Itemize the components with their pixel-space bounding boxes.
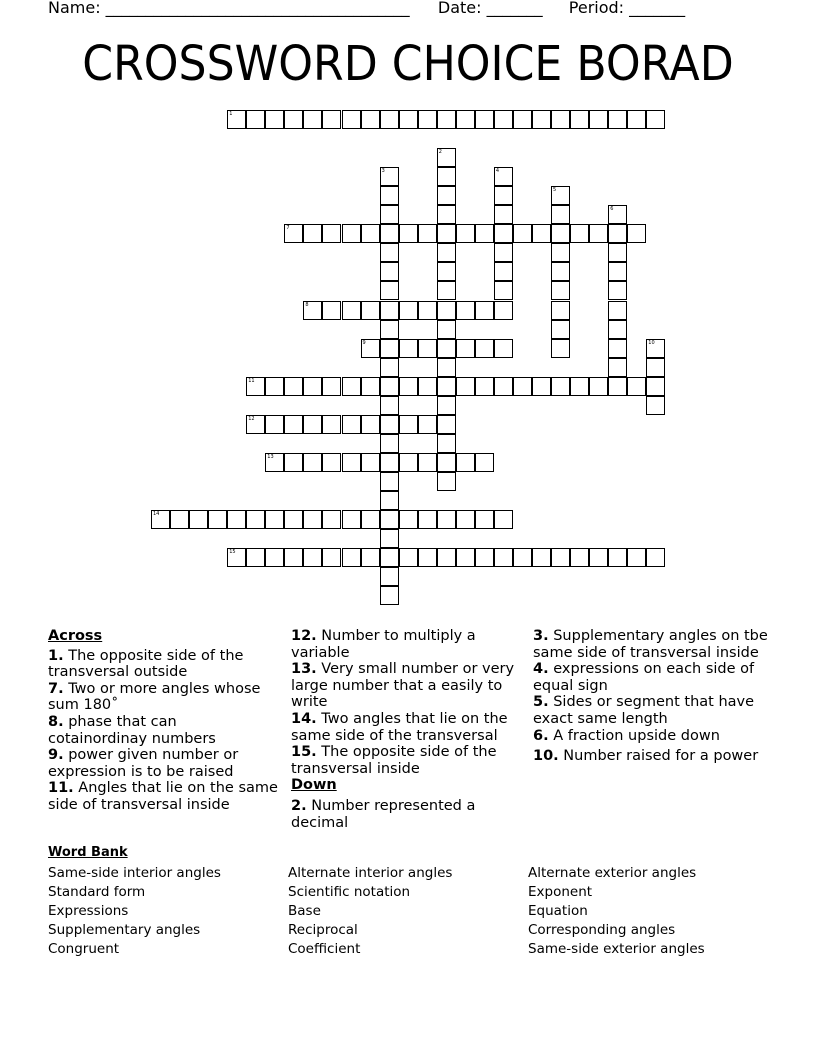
crossword-cell[interactable] — [608, 243, 627, 262]
crossword-cell[interactable] — [437, 243, 456, 262]
word-bank-item: Equation — [528, 903, 588, 919]
crossword-cell[interactable] — [551, 262, 570, 281]
crossword-cell[interactable] — [494, 186, 513, 205]
crossword-cell[interactable] — [227, 510, 246, 529]
crossword-cell[interactable] — [265, 110, 284, 129]
crossword-cell[interactable] — [608, 205, 627, 224]
crossword-cell[interactable] — [361, 377, 380, 396]
crossword-cell[interactable] — [570, 224, 589, 243]
crossword-cell[interactable] — [284, 377, 303, 396]
crossword-cell[interactable] — [437, 186, 456, 205]
crossword-cell[interactable] — [284, 510, 303, 529]
crossword-cell[interactable] — [627, 110, 646, 129]
crossword-cell[interactable] — [475, 224, 494, 243]
crossword-cell[interactable] — [227, 110, 246, 129]
crossword-cell[interactable] — [551, 110, 570, 129]
clue-item — [291, 661, 521, 711]
crossword-cell[interactable] — [227, 548, 246, 567]
crossword-cell[interactable] — [475, 377, 494, 396]
crossword-cell[interactable] — [342, 548, 361, 567]
crossword-cell[interactable] — [437, 358, 456, 377]
crossword-cell[interactable] — [418, 339, 437, 358]
crossword-cell[interactable] — [494, 243, 513, 262]
crossword-cell[interactable] — [608, 548, 627, 567]
crossword-cell[interactable] — [380, 301, 399, 320]
crossword-cell[interactable] — [246, 548, 265, 567]
crossword-cell[interactable] — [380, 358, 399, 377]
crossword-cell[interactable] — [475, 548, 494, 567]
clue-number: 14 — [153, 511, 160, 518]
clue-item — [533, 748, 768, 765]
word-bank-heading: Word Bank — [48, 845, 128, 860]
crossword-cell[interactable] — [380, 396, 399, 415]
crossword-cell[interactable] — [437, 434, 456, 453]
crossword-cell[interactable] — [589, 548, 608, 567]
crossword-cell[interactable] — [437, 205, 456, 224]
word-bank-item: Alternate interior angles — [288, 865, 453, 881]
clue-number: 11 — [248, 377, 255, 384]
crossword-cell[interactable] — [399, 224, 418, 243]
crossword-cell[interactable] — [380, 548, 399, 567]
crossword-cell[interactable] — [380, 110, 399, 129]
page-title: CROSSWORD CHOICE BORAD — [82, 36, 734, 92]
period-label: Period: _______ — [568, 0, 686, 17]
crossword-cell[interactable] — [265, 453, 284, 472]
crossword-cell[interactable] — [646, 110, 665, 129]
crossword-cell[interactable] — [494, 167, 513, 186]
crossword-cell[interactable] — [303, 453, 322, 472]
crossword-cell[interactable] — [589, 224, 608, 243]
crossword-cell[interactable] — [380, 224, 399, 243]
clue-number-label: 6. — [533, 727, 549, 744]
clue-number: 10 — [648, 339, 655, 346]
crossword-cell[interactable] — [418, 377, 437, 396]
crossword-cell[interactable] — [399, 110, 418, 129]
crossword-cell[interactable] — [551, 205, 570, 224]
crossword-cell[interactable] — [627, 377, 646, 396]
crossword-cell[interactable] — [608, 358, 627, 377]
crossword-cell[interactable] — [342, 415, 361, 434]
clue-number-label: 12. — [291, 628, 317, 644]
crossword-cell[interactable] — [342, 224, 361, 243]
crossword-cell[interactable] — [284, 415, 303, 434]
crossword-cell[interactable] — [361, 510, 380, 529]
crossword-cell[interactable] — [380, 567, 399, 586]
crossword-cell[interactable] — [380, 186, 399, 205]
clue-number-label: 3. — [533, 628, 549, 644]
crossword-cell[interactable] — [513, 377, 532, 396]
clue-text: The opposite side of the transversal outside — [48, 647, 244, 681]
crossword-cell[interactable] — [494, 110, 513, 129]
crossword-cell[interactable] — [303, 377, 322, 396]
crossword-cell[interactable] — [551, 301, 570, 320]
crossword-cell[interactable] — [608, 301, 627, 320]
crossword-cell[interactable] — [437, 262, 456, 281]
crossword-cell[interactable] — [418, 301, 437, 320]
crossword-cell[interactable] — [284, 453, 303, 472]
crossword-cell[interactable] — [437, 472, 456, 491]
crossword-cell[interactable] — [380, 453, 399, 472]
crossword-cell[interactable] — [399, 453, 418, 472]
crossword-cell[interactable] — [456, 301, 475, 320]
crossword-cell[interactable] — [475, 301, 494, 320]
crossword-cell[interactable] — [627, 224, 646, 243]
crossword-cell[interactable] — [303, 548, 322, 567]
crossword-cell[interactable] — [513, 548, 532, 567]
crossword-cell[interactable] — [322, 510, 341, 529]
word-bank-item: Scientific notation — [288, 884, 411, 900]
crossword-cell[interactable] — [475, 510, 494, 529]
clue-item — [48, 648, 278, 681]
crossword-cell[interactable] — [570, 377, 589, 396]
crossword-cell[interactable] — [322, 377, 341, 396]
crossword-cell[interactable] — [380, 281, 399, 300]
word-bank-item: Expressions — [48, 903, 129, 919]
clue-text: power given number or expression is to be raised — [48, 747, 239, 780]
crossword-cell[interactable] — [437, 281, 456, 300]
clue-number: 15 — [229, 549, 236, 556]
crossword-cell[interactable] — [380, 415, 399, 434]
crossword-cell[interactable] — [322, 224, 341, 243]
clue-text: Angles that lie on the same side of transversal inside — [48, 780, 278, 813]
crossword-cell[interactable] — [322, 301, 341, 320]
crossword-cell[interactable] — [437, 320, 456, 339]
crossword-cell[interactable] — [532, 548, 551, 567]
crossword-cell[interactable] — [513, 110, 532, 129]
crossword-cell[interactable] — [361, 548, 380, 567]
crossword-cell[interactable] — [361, 224, 380, 243]
word-bank-column-3 — [528, 864, 705, 959]
crossword-cell[interactable] — [322, 453, 341, 472]
crossword-cell[interactable] — [265, 415, 284, 434]
crossword-cell[interactable] — [608, 224, 627, 243]
clue-number-label: 15. — [291, 744, 317, 761]
crossword-cell[interactable] — [418, 415, 437, 434]
crossword-cell[interactable] — [494, 510, 513, 529]
crossword-cell[interactable] — [608, 377, 627, 396]
crossword-cell[interactable] — [494, 224, 513, 243]
crossword-cell[interactable] — [418, 510, 437, 529]
crossword-cell[interactable] — [418, 110, 437, 129]
word-bank-item: Supplementary angles — [48, 922, 201, 938]
crossword-cell[interactable] — [361, 339, 380, 358]
crossword-cell[interactable] — [532, 377, 551, 396]
clue-text: Supplementary angles on tbe same side of transversal inside — [533, 628, 768, 661]
crossword-cell[interactable] — [380, 243, 399, 262]
down-heading: Down — [291, 777, 337, 794]
crossword-cell[interactable] — [456, 453, 475, 472]
crossword-cell[interactable] — [475, 339, 494, 358]
crossword-cell[interactable] — [456, 548, 475, 567]
clue-item — [48, 714, 278, 747]
crossword-cell[interactable] — [475, 110, 494, 129]
crossword-cell[interactable] — [437, 510, 456, 529]
crossword-cell[interactable] — [303, 415, 322, 434]
crossword-cell[interactable] — [284, 224, 303, 243]
clue-number: 8 — [305, 301, 309, 308]
clue-text: Number to multiply a variable — [291, 628, 476, 661]
crossword-cell[interactable] — [608, 320, 627, 339]
clue-number-label: 9. — [48, 747, 64, 764]
crossword-cell[interactable] — [322, 548, 341, 567]
crossword-cell[interactable] — [303, 224, 322, 243]
crossword-cell[interactable] — [646, 377, 665, 396]
crossword-cell[interactable] — [342, 377, 361, 396]
clue-item — [48, 681, 278, 714]
clues-column-3 — [533, 628, 768, 765]
crossword-cell[interactable] — [361, 453, 380, 472]
crossword-cell[interactable] — [456, 377, 475, 396]
clue-text: Very small number or very large number that a easily to write — [291, 661, 515, 711]
crossword-cell[interactable] — [246, 510, 265, 529]
crossword-cell[interactable] — [151, 510, 170, 529]
clue-number: 1 — [229, 111, 233, 117]
crossword-cell[interactable] — [418, 224, 437, 243]
crossword-cell[interactable] — [399, 339, 418, 358]
clue-text: expressions on each side of equal sign — [533, 661, 755, 694]
crossword-cell[interactable] — [437, 339, 456, 358]
clue-item — [291, 798, 521, 831]
crossword-cell[interactable] — [646, 358, 665, 377]
clue-text: phase that can cotainordinay numbers — [48, 713, 216, 747]
clue-number-label: 7. — [48, 680, 64, 697]
clue-number-label: 4. — [533, 661, 549, 678]
crossword-cell[interactable] — [437, 415, 456, 434]
crossword-cell[interactable] — [322, 415, 341, 434]
clue-number-label: 11. — [48, 780, 74, 797]
crossword-cell[interactable] — [456, 224, 475, 243]
crossword-cell[interactable] — [437, 224, 456, 243]
crossword-cell[interactable] — [551, 548, 570, 567]
clue-text: The opposite side of the transversal inside — [291, 744, 497, 777]
name-label: Name: ______________________________________ — [48, 0, 410, 17]
clue-text: Number raised for a power — [558, 748, 759, 765]
crossword-cell[interactable] — [494, 281, 513, 300]
crossword-cell[interactable] — [551, 243, 570, 262]
crossword-cell[interactable] — [342, 453, 361, 472]
crossword-cell[interactable] — [322, 110, 341, 129]
clue-number-label: 13. — [291, 661, 317, 678]
clue-number: 13 — [267, 453, 274, 460]
clue-number-label: 10. — [533, 748, 559, 765]
crossword-cell[interactable] — [551, 320, 570, 339]
clue-number-label: 14. — [291, 710, 317, 727]
crossword-cell[interactable] — [551, 281, 570, 300]
crossword-cell[interactable] — [494, 262, 513, 281]
crossword-cell[interactable] — [494, 205, 513, 224]
crossword-cell[interactable] — [646, 339, 665, 358]
crossword-cell[interactable] — [284, 110, 303, 129]
crossword-cell[interactable] — [437, 396, 456, 415]
crossword-cell[interactable] — [437, 148, 456, 167]
crossword-cell[interactable] — [513, 224, 532, 243]
crossword-cell[interactable] — [437, 548, 456, 567]
crossword-cell[interactable] — [246, 415, 265, 434]
clue-item — [48, 747, 278, 780]
clues-column-1 — [48, 628, 278, 814]
crossword-cell[interactable] — [361, 301, 380, 320]
word-bank-item: Exponent — [528, 884, 593, 900]
word-bank-item: Standard form — [48, 884, 146, 900]
crossword-cell[interactable] — [265, 510, 284, 529]
word-bank-item: Corresponding angles — [528, 922, 676, 938]
word-bank-item: Reciprocal — [288, 922, 358, 938]
crossword-cell[interactable] — [361, 415, 380, 434]
crossword-cell[interactable] — [380, 262, 399, 281]
crossword-cell[interactable] — [380, 377, 399, 396]
crossword-cell[interactable] — [646, 548, 665, 567]
crossword-cell[interactable] — [589, 110, 608, 129]
crossword-cell[interactable] — [551, 224, 570, 243]
crossword-cell[interactable] — [361, 110, 380, 129]
clue-number: 12 — [248, 415, 255, 422]
crossword-cell[interactable] — [399, 415, 418, 434]
clue-item — [533, 728, 768, 745]
clue-item — [291, 711, 521, 744]
clue-number: 9 — [362, 339, 366, 346]
crossword-cell[interactable] — [380, 205, 399, 224]
crossword-cell[interactable] — [303, 510, 322, 529]
word-bank-item: Same-side exterior angles — [528, 941, 705, 957]
clues-column-2 — [291, 628, 521, 831]
clue-text: Two angles that lie on the same side of the transversal — [291, 710, 508, 744]
crossword-cell[interactable] — [342, 301, 361, 320]
crossword-cell[interactable] — [437, 377, 456, 396]
clue-text: Number represented a decimal — [291, 797, 476, 831]
crossword-cell[interactable] — [380, 529, 399, 548]
crossword-cell[interactable] — [494, 301, 513, 320]
crossword-cell[interactable] — [589, 377, 608, 396]
clue-item — [533, 694, 768, 727]
crossword-cell[interactable] — [494, 339, 513, 358]
clue-number-label: 8. — [48, 713, 64, 730]
clue-text: A fraction upside down — [548, 727, 720, 744]
crossword-cell[interactable] — [303, 301, 322, 320]
clue-number: 7 — [286, 225, 290, 232]
crossword-cell[interactable] — [246, 110, 265, 129]
across-heading: Across — [48, 628, 103, 644]
crossword-cell[interactable] — [380, 491, 399, 510]
crossword-cell[interactable] — [284, 548, 303, 567]
crossword-cell[interactable] — [570, 548, 589, 567]
crossword-cell[interactable] — [456, 110, 475, 129]
crossword-cell[interactable] — [170, 510, 189, 529]
word-bank-item: Base — [288, 903, 321, 919]
word-bank-item: Coefficient — [288, 941, 361, 957]
crossword-cell[interactable] — [380, 510, 399, 529]
crossword-cell[interactable] — [437, 301, 456, 320]
clue-item — [533, 661, 768, 694]
crossword-cell[interactable] — [475, 453, 494, 472]
crossword-cell[interactable] — [494, 377, 513, 396]
crossword-cell[interactable] — [437, 110, 456, 129]
clue-number: 5 — [553, 187, 557, 194]
clue-number-label: 2. — [291, 797, 307, 814]
clue-number-label: 5. — [533, 694, 549, 711]
crossword-cell[interactable] — [437, 167, 456, 186]
crossword-cell[interactable] — [418, 548, 437, 567]
word-bank-item: Alternate exterior angles — [528, 865, 697, 881]
clue-item — [291, 628, 521, 661]
crossword-cell[interactable] — [399, 377, 418, 396]
crossword-cell[interactable] — [208, 510, 227, 529]
word-bank-column-2 — [288, 864, 452, 959]
crossword-cell[interactable] — [608, 262, 627, 281]
crossword-cell[interactable] — [342, 110, 361, 129]
crossword-cell[interactable] — [551, 186, 570, 205]
crossword-cell[interactable] — [437, 453, 456, 472]
crossword-cell[interactable] — [380, 472, 399, 491]
crossword-cell[interactable] — [189, 510, 208, 529]
clue-number: 6 — [610, 206, 614, 213]
crossword-cell[interactable] — [608, 110, 627, 129]
date-label: Date: _______ — [437, 0, 543, 17]
clue-number: 4 — [495, 168, 500, 175]
crossword-cell[interactable] — [532, 110, 551, 129]
crossword-cell[interactable] — [608, 339, 627, 358]
crossword-cell[interactable] — [646, 396, 665, 415]
crossword-cell[interactable] — [380, 339, 399, 358]
crossword-cell[interactable] — [456, 339, 475, 358]
clue-item — [291, 744, 521, 777]
crossword-cell[interactable] — [399, 548, 418, 567]
crossword-cell[interactable] — [265, 377, 284, 396]
word-bank-column-1 — [48, 864, 221, 959]
crossword-cell[interactable] — [303, 110, 322, 129]
crossword-cell[interactable] — [265, 548, 284, 567]
clue-item — [533, 628, 768, 661]
clue-number: 2 — [438, 149, 442, 156]
crossword-cell[interactable] — [418, 453, 437, 472]
crossword-cell[interactable] — [570, 110, 589, 129]
crossword-cell[interactable] — [399, 301, 418, 320]
crossword-cell[interactable] — [380, 434, 399, 453]
crossword-cell[interactable] — [608, 281, 627, 300]
crossword-cell[interactable] — [456, 510, 475, 529]
crossword-cell[interactable] — [494, 548, 513, 567]
crossword-cell[interactable] — [246, 377, 265, 396]
clue-item — [48, 780, 278, 813]
crossword-cell[interactable] — [551, 377, 570, 396]
crossword-cell[interactable] — [342, 510, 361, 529]
crossword-cell[interactable] — [380, 586, 399, 605]
crossword-cell[interactable] — [532, 224, 551, 243]
crossword-cell[interactable] — [380, 167, 399, 186]
clue-text: Sides or segment that have exact same length — [533, 694, 755, 727]
crossword-cell[interactable] — [380, 320, 399, 339]
clue-text: Two or more angles whose sum 180˚ — [48, 680, 261, 714]
word-bank-item: Congruent — [48, 941, 120, 957]
crossword-cell[interactable] — [551, 339, 570, 358]
clue-number: 3 — [381, 168, 385, 175]
clue-number-label: 1. — [48, 647, 64, 664]
word-bank-item: Same-side interior angles — [48, 865, 221, 881]
crossword-cell[interactable] — [399, 510, 418, 529]
crossword-cell[interactable] — [627, 548, 646, 567]
